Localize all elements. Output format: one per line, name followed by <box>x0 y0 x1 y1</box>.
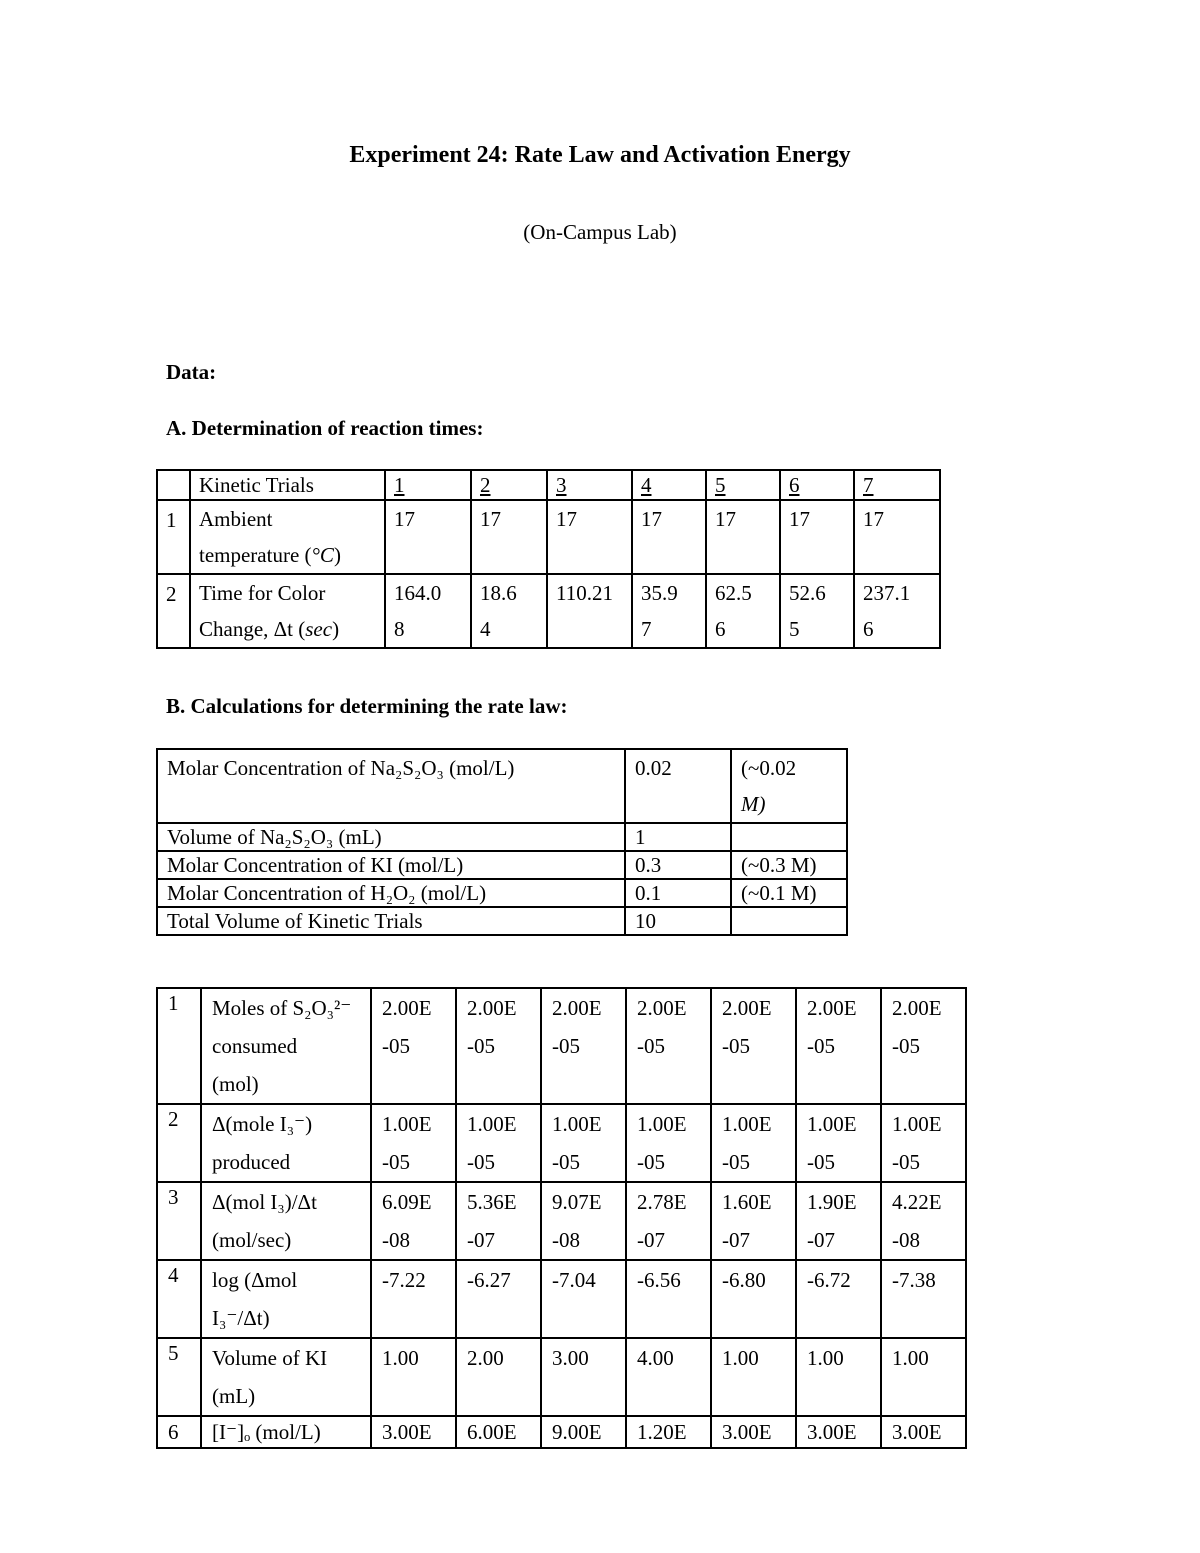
table-cell <box>626 1182 711 1260</box>
table-row <box>157 1104 966 1182</box>
cell-line: 2.00E <box>807 996 857 1020</box>
cell-line: 9.07E <box>552 1190 602 1214</box>
trial-number-header <box>854 470 940 500</box>
row-label-line: Moles of S₂O₃²⁻ <box>212 996 352 1020</box>
table-cell <box>881 988 966 1104</box>
table-row <box>157 907 847 935</box>
cell-line: 237.1 <box>863 581 911 605</box>
table-header-cell: Kinetic Trials <box>190 470 385 500</box>
cell-line: 1.00 <box>807 1346 844 1370</box>
page-title: Experiment 24: Rate Law and Activation Energy <box>349 142 851 168</box>
cell-line: -07 <box>637 1228 665 1252</box>
row-label-line: produced <box>212 1150 291 1174</box>
cell-line: 7 <box>641 617 652 641</box>
table-cell <box>371 1338 456 1416</box>
row-label-line: (mL) <box>212 1384 256 1408</box>
row-note <box>731 907 847 935</box>
row-label-line: (mol/sec) <box>212 1228 292 1252</box>
cell-line: 4.00 <box>637 1346 674 1370</box>
row-label-line: I₃⁻/Δt) <box>212 1306 270 1330</box>
row-number: 3 <box>157 1182 201 1260</box>
cell-line: 3.00E <box>892 1420 942 1444</box>
section-a-heading: A. Determination of reaction times: <box>166 416 484 440</box>
reaction-times-table <box>156 469 941 649</box>
trial-number: 6 <box>789 473 800 497</box>
row-label: Molar Concentration of H₂O₂ (mol/L) <box>157 879 625 907</box>
row-label-line: (mol) <box>212 1072 259 1096</box>
trial-number: 5 <box>715 473 726 497</box>
cell-line: 164.0 <box>394 581 442 605</box>
table-cell <box>371 1416 456 1448</box>
trial-number-header <box>632 470 706 500</box>
trial-number: 3 <box>556 473 567 497</box>
cell-line: 1.00 <box>892 1346 929 1370</box>
cell-line: -05 <box>722 1034 750 1058</box>
table-cell <box>385 574 471 648</box>
table-cell <box>632 500 706 574</box>
table-cell <box>796 1182 881 1260</box>
cell-line: 6 <box>715 617 726 641</box>
cell-line: 6.00E <box>467 1420 517 1444</box>
table-cell <box>711 988 796 1104</box>
cell-line: 17 <box>556 507 577 531</box>
cell-line: 3.00 <box>552 1346 589 1370</box>
cell-line: -7.38 <box>892 1268 936 1292</box>
table-cell <box>796 988 881 1104</box>
row-label <box>190 500 385 574</box>
table-cell <box>456 988 541 1104</box>
cell-line: 110.21 <box>556 581 613 605</box>
cell-line: -6.72 <box>807 1268 851 1292</box>
row-label-line: Δ(mole I₃⁻) <box>212 1112 313 1136</box>
cell-line: 3.00E <box>722 1420 772 1444</box>
table-row <box>157 823 847 851</box>
cell-line: 17 <box>641 507 662 531</box>
row-value: 1 <box>625 823 731 851</box>
row-label <box>201 1338 371 1416</box>
row-label-line: Ambient <box>199 507 273 531</box>
table-row <box>157 879 847 907</box>
cell-line: -07 <box>807 1228 835 1252</box>
row-value: 0.1 <box>625 879 731 907</box>
table-cell <box>371 1104 456 1182</box>
table-cell <box>711 1416 796 1448</box>
table-cell <box>796 1338 881 1416</box>
cell-line: 5.36E <box>467 1190 517 1214</box>
cell-line: 1.60E <box>722 1190 772 1214</box>
cell-line: 2.00E <box>892 996 942 1020</box>
cell-line: -07 <box>467 1228 495 1252</box>
row-label <box>201 1182 371 1260</box>
table-cell <box>780 500 854 574</box>
cell-line: -05 <box>552 1034 580 1058</box>
table-cell <box>626 1104 711 1182</box>
row-number: 1 <box>157 500 190 574</box>
table-cell <box>471 574 547 648</box>
table-cell <box>547 500 632 574</box>
cell-line: -08 <box>892 1228 920 1252</box>
table-cell <box>456 1182 541 1260</box>
table-cell <box>541 1338 626 1416</box>
cell-line: 2.00E <box>552 996 602 1020</box>
cell-line: 2.00 <box>467 1346 504 1370</box>
cell-line: 35.9 <box>641 581 678 605</box>
cell-line: 17 <box>394 507 415 531</box>
row-note <box>731 851 847 879</box>
table-cell <box>881 1104 966 1182</box>
cell-line: 1.00E <box>807 1112 857 1136</box>
row-value: 0.02 <box>625 749 731 823</box>
row-label-line: Δ(mol I₃)/Δt <box>212 1190 317 1214</box>
table-cell <box>541 1260 626 1338</box>
table-cell <box>541 988 626 1104</box>
row-number: 2 <box>157 1104 201 1182</box>
cell-line: -6.80 <box>722 1268 766 1292</box>
table-cell <box>780 574 854 648</box>
table-row <box>157 574 940 648</box>
row-label-line: temperature (°C) <box>199 543 341 567</box>
row-value: 0.3 <box>625 851 731 879</box>
solution-concentrations-table <box>156 748 848 936</box>
row-label: Molar Concentration of KI (mol/L) <box>157 851 625 879</box>
cell-line: -7.04 <box>552 1268 596 1292</box>
cell-line: -05 <box>807 1150 835 1174</box>
table-cell <box>854 574 940 648</box>
table-cell <box>706 500 780 574</box>
cell-line: 2.00E <box>722 996 772 1020</box>
cell-line: 1.00E <box>382 1112 432 1136</box>
row-note <box>731 879 847 907</box>
trial-number: 4 <box>641 473 652 497</box>
table-cell <box>881 1338 966 1416</box>
section-b-heading: B. Calculations for determining the rate law: <box>166 694 568 718</box>
table-cell <box>541 1416 626 1448</box>
table-cell <box>547 574 632 648</box>
table-cell <box>796 1260 881 1338</box>
cell-line: 17 <box>715 507 736 531</box>
cell-line: 1.90E <box>807 1190 857 1214</box>
cell-line: -7.22 <box>382 1268 426 1292</box>
table-cell <box>456 1260 541 1338</box>
row-number: 4 <box>157 1260 201 1338</box>
cell-line: -05 <box>807 1034 835 1058</box>
table-row <box>157 1260 966 1338</box>
note-line: (~0.1 M) <box>741 881 817 905</box>
cell-line: 52.6 <box>789 581 826 605</box>
row-label-line: consumed <box>212 1034 298 1058</box>
cell-line: 6.09E <box>382 1190 432 1214</box>
cell-line: 9.00E <box>552 1420 602 1444</box>
trial-number-header <box>547 470 632 500</box>
table-cell <box>456 1416 541 1448</box>
cell-line: 2.00E <box>637 996 687 1020</box>
cell-line: 2.00E <box>467 996 517 1020</box>
note-line: M) <box>741 792 766 816</box>
cell-line: -05 <box>892 1150 920 1174</box>
cell-line: 3.00E <box>382 1420 432 1444</box>
table-cell <box>796 1416 881 1448</box>
cell-line: 1.00E <box>637 1112 687 1136</box>
row-label: Molar Concentration of Na₂S₂O₃ (mol/L) <box>157 749 625 823</box>
cell-line: 17 <box>789 507 810 531</box>
row-number: 1 <box>157 988 201 1104</box>
table-row <box>157 988 966 1104</box>
cell-line: 6 <box>863 617 874 641</box>
cell-line: -07 <box>722 1228 750 1252</box>
page-subtitle: (On-Campus Lab) <box>523 220 677 244</box>
row-label <box>201 1416 371 1448</box>
cell-line: 17 <box>863 507 884 531</box>
data-heading: Data: <box>166 360 217 384</box>
row-label-unit: sec <box>305 617 333 641</box>
cell-line: 1.00 <box>382 1346 419 1370</box>
cell-line: 18.6 <box>480 581 517 605</box>
cell-line: 1.00E <box>467 1112 517 1136</box>
table-cell <box>881 1260 966 1338</box>
row-label <box>201 988 371 1104</box>
row-label-line: log (Δmol <box>212 1268 298 1292</box>
cell-line: 1.00E <box>722 1112 772 1136</box>
cell-line: -08 <box>552 1228 580 1252</box>
cell-line: 5 <box>789 617 800 641</box>
row-label-unit: °C <box>311 543 334 567</box>
table-cell <box>371 1260 456 1338</box>
cell-line: -05 <box>892 1034 920 1058</box>
note-line: (~0.3 M) <box>741 853 817 877</box>
trial-number: 1 <box>394 473 405 497</box>
trial-number: 7 <box>863 473 874 497</box>
trial-number-header <box>780 470 854 500</box>
row-label <box>201 1260 371 1338</box>
cell-line: 1.00 <box>722 1346 759 1370</box>
row-number: 5 <box>157 1338 201 1416</box>
row-number: 2 <box>157 574 190 648</box>
cell-line: 62.5 <box>715 581 752 605</box>
cell-line: 2.00E <box>382 996 432 1020</box>
table-cell <box>626 1416 711 1448</box>
table-cell <box>471 500 547 574</box>
row-value: 10 <box>625 907 731 935</box>
table-cell <box>626 988 711 1104</box>
trial-number-header <box>706 470 780 500</box>
table-cell-empty <box>157 470 190 500</box>
cell-line: -05 <box>467 1034 495 1058</box>
table-cell <box>711 1260 796 1338</box>
row-note <box>731 823 847 851</box>
rate-law-calculations-table <box>156 987 967 1449</box>
cell-line: 2.78E <box>637 1190 687 1214</box>
row-label-line: [I⁻]ₒ (mol/L) <box>212 1420 321 1444</box>
table-row <box>157 749 847 823</box>
trial-number: 2 <box>480 473 491 497</box>
table-cell <box>626 1338 711 1416</box>
cell-line: -05 <box>637 1150 665 1174</box>
table-cell <box>854 500 940 574</box>
table-row <box>157 851 847 879</box>
cell-line: -05 <box>382 1150 410 1174</box>
row-label: Total Volume of Kinetic Trials <box>157 907 625 935</box>
row-label <box>190 574 385 648</box>
table-cell <box>626 1260 711 1338</box>
cell-line: 4 <box>480 617 491 641</box>
row-label: Volume of Na₂S₂O₃ (mL) <box>157 823 625 851</box>
table-cell <box>371 988 456 1104</box>
table-cell <box>541 1182 626 1260</box>
cell-line: -6.56 <box>637 1268 681 1292</box>
cell-line: 8 <box>394 617 405 641</box>
cell-line: -05 <box>467 1150 495 1174</box>
table-cell <box>796 1104 881 1182</box>
table-cell <box>711 1182 796 1260</box>
cell-line: -08 <box>382 1228 410 1252</box>
cell-line: 3.00E <box>807 1420 857 1444</box>
trial-number-header <box>471 470 547 500</box>
cell-line: -05 <box>552 1150 580 1174</box>
table-row <box>157 1338 966 1416</box>
cell-line: 1.00E <box>892 1112 942 1136</box>
cell-line: 17 <box>480 507 501 531</box>
cell-line: -6.27 <box>467 1268 511 1292</box>
row-label-line: Change, Δt (sec) <box>199 617 340 641</box>
cell-line: -05 <box>722 1150 750 1174</box>
row-number: 6 <box>157 1416 201 1448</box>
table-cell <box>371 1182 456 1260</box>
trial-number-header <box>385 470 471 500</box>
table-cell <box>706 574 780 648</box>
cell-line: 4.22E <box>892 1190 942 1214</box>
table-cell <box>881 1416 966 1448</box>
table-cell <box>711 1104 796 1182</box>
table-header-row <box>157 470 940 500</box>
table-cell <box>541 1104 626 1182</box>
row-label-line: Time for Color <box>199 581 326 605</box>
row-label-line: Volume of KI <box>212 1346 328 1370</box>
row-label <box>201 1104 371 1182</box>
table-row <box>157 500 940 574</box>
table-cell <box>632 574 706 648</box>
table-cell <box>456 1104 541 1182</box>
table-cell <box>385 500 471 574</box>
cell-line: 1.00E <box>552 1112 602 1136</box>
table-cell <box>456 1338 541 1416</box>
cell-line: -05 <box>637 1034 665 1058</box>
table-cell <box>881 1182 966 1260</box>
table-row <box>157 1416 966 1448</box>
cell-line: -05 <box>382 1034 410 1058</box>
cell-line: 1.20E <box>637 1420 687 1444</box>
row-note <box>731 749 847 823</box>
table-row <box>157 1182 966 1260</box>
table-cell <box>711 1338 796 1416</box>
note-line: (~0.02 <box>741 756 797 780</box>
